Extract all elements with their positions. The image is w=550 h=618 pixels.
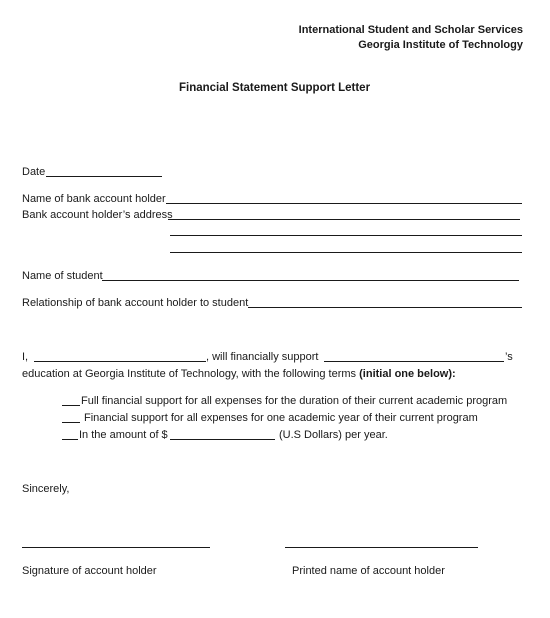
holder-name-field[interactable]	[166, 203, 522, 204]
statement-terms-instruction: (initial one below):	[359, 368, 456, 380]
option-amount-suffix: (U.S Dollars) per year.	[279, 429, 388, 441]
date-label: Date	[22, 166, 46, 178]
holder-address-label: Bank account holder’s address	[22, 209, 173, 221]
holder-name-label: Name of bank account holder	[22, 193, 166, 205]
option-full-support: Full financial support for all expenses for the duration of their current academic program	[81, 395, 508, 407]
relationship-label: Relationship of bank account holder to student	[22, 297, 249, 309]
holder-address-field-2[interactable]	[170, 235, 522, 236]
option-one-year: Financial support for all expenses for one academic year of their current program	[84, 412, 478, 424]
printed-name-label: Printed name of account holder	[292, 565, 445, 577]
printed-name-field[interactable]	[285, 547, 478, 548]
organization-name: International Student and Scholar Services	[298, 24, 523, 36]
statement-will-support: , will financially support	[206, 351, 319, 363]
supporter-name-field[interactable]	[34, 361, 206, 362]
closing-sincerely: Sincerely,	[22, 483, 70, 495]
amount-field[interactable]	[170, 439, 275, 440]
initial-field-amount[interactable]	[62, 439, 78, 440]
statement-i: I,	[22, 351, 29, 363]
page-title: Financial Statement Support Letter	[179, 82, 371, 94]
statement-possessive: ’s	[505, 351, 513, 363]
signature-label: Signature of account holder	[22, 565, 157, 577]
holder-address-field-3[interactable]	[170, 252, 522, 253]
relationship-field[interactable]	[248, 307, 522, 308]
signature-field[interactable]	[22, 547, 210, 548]
institute-name: Georgia Institute of Technology	[358, 39, 523, 51]
option-amount-prefix: In the amount of $	[79, 429, 168, 441]
supported-student-field[interactable]	[324, 361, 504, 362]
student-name-field[interactable]	[102, 280, 519, 281]
initial-field-one-year[interactable]	[62, 422, 80, 423]
student-name-label: Name of student	[22, 270, 103, 282]
statement-terms	[22, 368, 456, 381]
statement-terms-text: education at Georgia Institute of Technology, with the following terms	[22, 368, 360, 380]
initial-field-full-support[interactable]	[62, 405, 80, 406]
date-field[interactable]	[46, 176, 162, 177]
holder-address-field-1[interactable]	[168, 219, 520, 220]
